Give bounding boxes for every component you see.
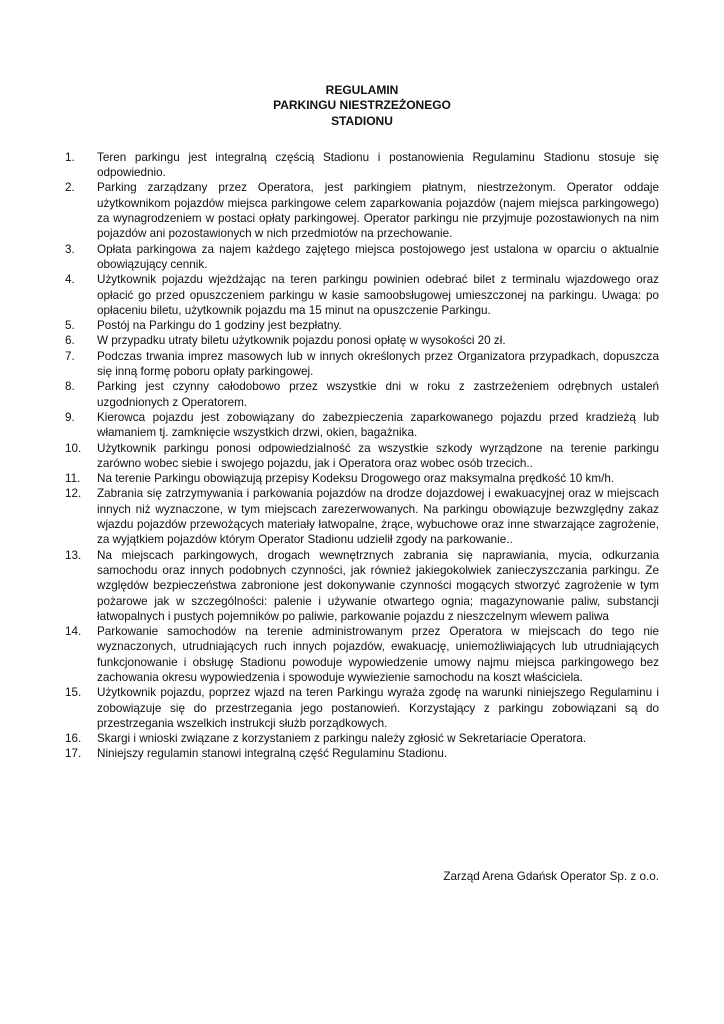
- item-number: 16.: [65, 732, 82, 746]
- item-number: 3.: [65, 242, 75, 256]
- item-text: Podczas trwania imprez masowych lub w innych określonych przez Organizatora przypadkach, dopuszcza się inną formę poboru opłaty parkingowej.: [97, 349, 659, 379]
- item-text: Niniejszy regulamin stanowi integralną część Regulaminu Stadionu.: [97, 747, 448, 761]
- item-number: 15.: [65, 686, 82, 700]
- item-number: 11.: [65, 472, 81, 486]
- item-text: W przypadku utraty biletu użytkownik pojazdu ponosi opłatę w wysokości 20 zł.: [97, 334, 506, 348]
- list-item: [65, 349, 659, 380]
- list-item: [65, 441, 659, 472]
- regulation-list: [65, 150, 659, 762]
- item-text: Na miejscach parkingowych, drogach wewnętrznych zabrania się naprawiania, mycia, odkurzania samochodu oraz innych podobnych czynności, jak również jakiegokolwiek zanieczyszczania parkingu. Ze względów bezpieczeństwa zabronione jest dokonywanie czynności mogących stworzyć zagrożenie w tym pożarowe jak w szczególności: palenie i używanie otwartego ognia; magazynowanie paliw, substancji łatwopalnych i pustych pojemników po paliwie, parkowanie pojazdu z nieszczelnym wlewem paliwa: [97, 548, 659, 623]
- list-item: [65, 486, 659, 547]
- list-item: [65, 242, 659, 273]
- list-item: [65, 410, 659, 441]
- item-text: Użytkownik parkingu ponosi odpowiedzialność za wszystkie szkody wyrządzone na terenie parkingu zarówno wobec siebie i swojego pojazdu, jak i Operatora oraz wobec osób trzecich..: [97, 441, 659, 470]
- item-number: 17.: [65, 747, 82, 761]
- item-number: 13.: [65, 548, 82, 562]
- item-text: Zabrania się zatrzymywania i parkowania pojazdów na drodze dojazdowej i ewakuacyjnej oraz w miejscach innych niż wyznaczone, w tym miejscach zarezerwowanych. Na parkingu obowiązuje bezwzględny zakaz wjazdu pojazdów przewożących materiały łatwopalne, żrące, wybuchowe oraz inne stwarzające zagrożenie, za wyjątkiem pojazdów którym Operator Stadionu udzielił zgody na parkowanie..: [97, 487, 659, 547]
- item-number: 10.: [65, 441, 82, 455]
- list-item: [65, 731, 659, 746]
- list-item: [65, 150, 659, 181]
- list-item: [65, 624, 659, 685]
- item-text: Kierowca pojazdu jest zobowiązany do zabezpieczenia zaparkowanego pojazdu przed kradzieżą lub włamaniem tj. zamknięcie wszystkich drzwi, okien, bagażnika.: [97, 410, 659, 440]
- item-text: Użytkownik pojazdu wjeżdżając na teren parkingu powinien odebrać bilet z terminalu wjazdowego oraz opłacić go przed opuszczeniem parkingu w kasie samoobsługowej umieszczonej na parkingu. Uwaga: po opłaceniu biletu, użytkownik pojazdu ma 15 minut na opuszczenie Parkingu.: [97, 273, 659, 317]
- list-item: [65, 471, 659, 486]
- list-item: [65, 746, 659, 761]
- item-number: 7.: [65, 349, 75, 363]
- item-number: 4.: [65, 273, 75, 287]
- item-number: 2.: [65, 181, 75, 195]
- item-number: 8.: [65, 380, 75, 394]
- item-number: 6.: [65, 334, 75, 348]
- item-text: Parking zarządzany przez Operatora, jest parkingiem płatnym, niestrzeżonym. Operator oddaje użytkownikom pojazdów miejsca parkingowe celem zaparkowania pojazdów (najem miejsca parkingowego) za wynagrodzeniem w postaci opłaty parkingowej. Operator parkingu nie przyjmuje pozostawionych na nim pojazdów ani pozostawionych w nich przedmiotów na przechowanie.: [97, 181, 659, 241]
- item-number: 14.: [65, 625, 82, 639]
- item-text: Użytkownik pojazdu, poprzez wjazd na teren Parkingu wyraża zgodę na warunki niniejszego Regulaminu i zobowiązuje się do przestrzegania jego postanowień. Korzystający z parkingu zobowiązani są do przestrzegania wszelkich instrukcji służb porządkowych.: [97, 686, 659, 730]
- list-item: [65, 318, 659, 333]
- item-text: Postój na Parkingu do 1 godziny jest bezpłatny.: [97, 319, 342, 333]
- item-text: Skargi i wnioski związane z korzystaniem z parkingu należy zgłosić w Sekretariacie Operatora.: [97, 732, 587, 746]
- item-text: Teren parkingu jest integralną częścią Stadionu i postanowienia Regulaminu Stadionu stosuje się odpowiednio.: [97, 150, 659, 180]
- document-title: [65, 83, 659, 129]
- item-text: Parkowanie samochodów na terenie administrowanym przez Operatora w miejscach do tego nie wyznaczonych, utrudniających ruch innych pojazdów, ewakuację, uniemożliwiających lub utrudniających funkcjonowanie i obsługę Stadionu powoduje wypowiedzenie umowy najmu miejsca parkingowego bez zachowania okresu wypowiedzenia i spowoduje wywiezienie samochodu na koszt właściciela.: [97, 625, 659, 684]
- list-item: [65, 548, 659, 624]
- title-line-1: REGULAMIN: [325, 83, 399, 97]
- item-number: 1.: [65, 150, 75, 164]
- item-number: 5.: [65, 319, 75, 333]
- list-item: [65, 333, 659, 348]
- item-text: Na terenie Parkingu obowiązują przepisy Kodeksu Drogowego oraz maksymalna prędkość 10 km/h.: [97, 472, 615, 486]
- title-line-2: PARKINGU NIESTRZEŻONEGO: [273, 98, 451, 113]
- signature: Zarząd Arena Gdańsk Operator Sp. z o.o.: [443, 870, 659, 883]
- list-item: [65, 379, 659, 410]
- item-number: 12.: [65, 487, 82, 501]
- list-item: [65, 180, 659, 241]
- title-line-3: STADIONU: [331, 113, 393, 128]
- item-text: Parking jest czynny całodobowo przez wszystkie dni w roku z zastrzeżeniem odrębnych ustaleń uzgodnionych z Operatorem.: [97, 380, 659, 409]
- list-item: [65, 272, 659, 318]
- list-item: [65, 685, 659, 731]
- item-number: 9.: [65, 410, 75, 424]
- item-text: Opłata parkingowa za najem każdego zajętego miejsca postojowego jest ustalona w oparciu o aktualnie obowiązujący cennik.: [97, 242, 659, 271]
